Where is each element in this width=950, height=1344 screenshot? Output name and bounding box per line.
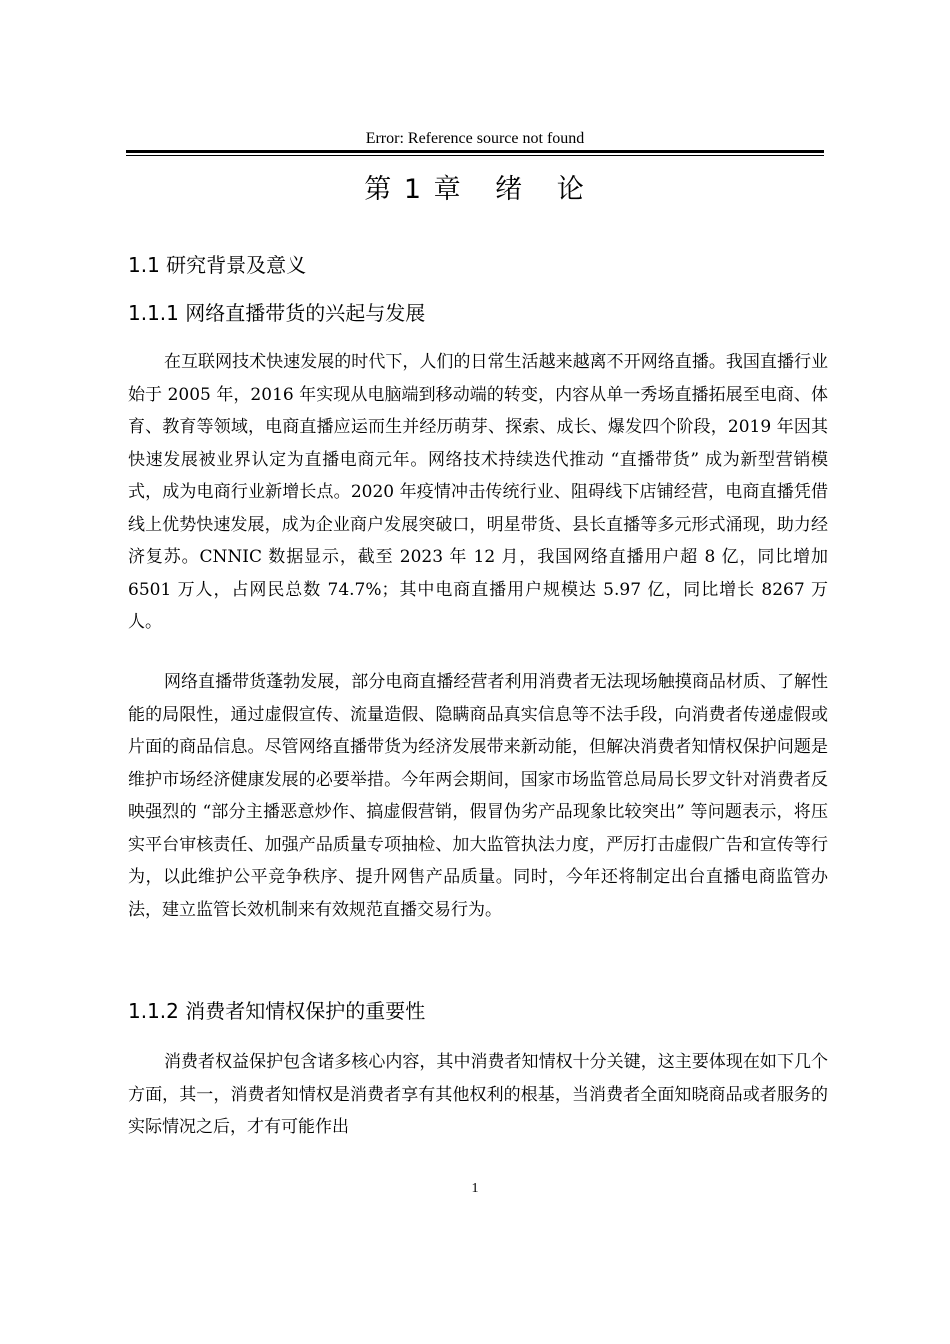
section-heading-1-1-2: 1.1.2 消费者知情权保护的重要性: [128, 999, 426, 1023]
chapter-title: [126, 170, 824, 210]
paragraph-1: 在互联网技术快速发展的时代下，人们的日常生活越来越离不开网络直播。我国直播行业始于 2005 年，2016 年实现从电脑端到移动端的转变，内容从单一秀场直播拓展至电商、体育、教育等领域，电商直播应运而生并经历萌芽、探索、成长、爆发四个阶段，2019 年因其快速发展被业界认定为直播电商元年。网络技术持续迭代推动 “直播带货” 成为新型营销模式，成为电商行业新增长点。2020 年疫情冲击传统行业、阻碍线下店铺经营，电商直播凭借线上优势快速发展，成为企业商户发展突破口，明星带货、县长直播等多元形式涌现，助力经济复苏。CNNIC 数据显示，截至 2023 年 12 月，我国网络直播用户超 8 亿，同比增加 6501 万人，占网民总数 74.7%；其中电商直播用户规模达 5.97 亿，同比增长 8267 万人。: [128, 352, 828, 632]
section-heading-1-1-1: 1.1.1 网络直播带货的兴起与发展: [128, 301, 426, 325]
paragraph-3: 消费者权益保护包含诸多核心内容，其中消费者知情权十分关键，这主要体现在如下几个方面，其一，消费者知情权是消费者享有其他权利的根基，当消费者全面知晓商品或者服务的实际情况之后，才有可能作出: [128, 1052, 828, 1137]
chapter-title-part2: 论: [556, 174, 586, 205]
chapter-number: 第 1 章: [364, 174, 463, 205]
header-rule-thin: [126, 155, 824, 156]
page-number: 1: [471, 1181, 479, 1196]
header-rule-thick: [126, 150, 824, 153]
chapter-title-part1: 绪: [495, 174, 525, 205]
section-heading-1-1: 1.1 研究背景及意义: [128, 253, 307, 277]
paragraph-2: 网络直播带货蓬勃发展，部分电商直播经营者利用消费者无法现场触摸商品材质、了解性能的局限性，通过虚假宣传、流量造假、隐瞒商品真实信息等不法手段，向消费者传递虚假或片面的商品信息。尽管网络直播带货为经济发展带来新动能，但解决消费者知情权保护问题是维护市场经济健康发展的必要举措。今年两会期间，国家市场监管总局局长罗文针对消费者反映强烈的 “部分主播恶意炒作、搞虚假营销，假冒伪劣产品现象比较突出” 等问题表示，将压实平台审核责任、加强产品质量专项抽检、加大监管执法力度，严厉打击虚假广告和宣传等行为，以此维护公平竞争秩序、提升网售产品质量。同时，今年还将制定出台直播电商监管办法，建立监管长效机制来有效规范直播交易行为。: [128, 672, 828, 920]
running-header: Error: Reference source not found: [365, 130, 585, 147]
